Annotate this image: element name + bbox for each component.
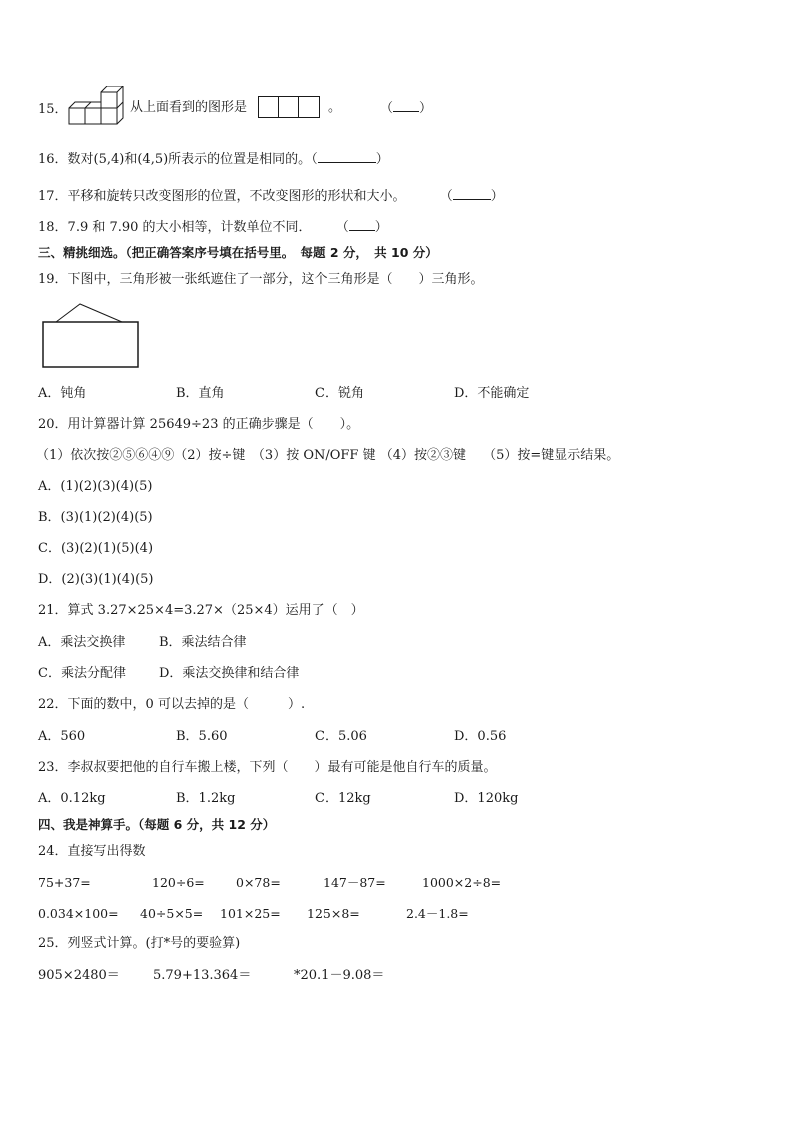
answer-blank-17[interactable]: （ ）: [439, 189, 504, 204]
question-20-text: 20．用计算器计算 25649÷23 的正确步骤是（ ）。: [38, 417, 360, 432]
question-18: [38, 218, 388, 237]
q22-option-d[interactable]: D．0.56: [454, 729, 507, 744]
q24-expression: 0.034×100=: [38, 906, 119, 921]
q23-option-b[interactable]: B．1.2kg: [176, 791, 236, 806]
answer-blank-15[interactable]: （ ）: [380, 101, 433, 116]
q19-option-b[interactable]: B．直角: [176, 386, 225, 401]
q21-option-b[interactable]: B．乘法结合律: [159, 635, 247, 650]
q24-expression: 40÷5×5=: [140, 906, 204, 921]
question-16: [38, 150, 389, 169]
question-23-text: 23．李叔叔要把他的自行车搬上楼，下列（ ）最有可能是他自行车的质量。: [38, 760, 497, 775]
q21-option-a[interactable]: A．乘法交换律: [38, 635, 126, 650]
q20-option-b[interactable]: B．(3)(1)(2)(4)(5): [38, 510, 153, 525]
q23-option-a[interactable]: A．0.12kg: [38, 791, 106, 806]
q22-option-a[interactable]: A．560: [38, 729, 86, 744]
q24-expression: 120÷6=: [152, 875, 205, 890]
question-15-number: 15．: [38, 102, 68, 117]
question-24-text: 24．直接写出得数: [38, 844, 146, 859]
q20-option-a[interactable]: A．(1)(2)(3)(4)(5): [38, 479, 153, 494]
q24-expression: 0×78=: [236, 875, 281, 890]
question-17-text: 17．平移和旋转只改变图形的位置，不改变图形的形状和大小。: [38, 189, 406, 204]
question-19-text: 19．下图中，三角形被一张纸遮住了一部分，这个三角形是（ ）三角形。: [38, 272, 484, 287]
q23-option-c[interactable]: C．12kg: [315, 791, 371, 806]
question-25-text: 25．列竖式计算。(打*号的要验算): [38, 936, 241, 951]
q23-option-d[interactable]: D．120kg: [454, 791, 519, 806]
q25-expression: 5.79+13.364＝: [153, 968, 252, 983]
question-15-end: 。: [328, 100, 342, 115]
q22-option-c[interactable]: C．5.06: [315, 729, 367, 744]
q24-expression: 125×8=: [307, 906, 360, 921]
q24-expression: 147－87=: [323, 875, 386, 890]
q19-option-d[interactable]: D．不能确定: [454, 386, 530, 401]
cube-stack-figure: [68, 86, 132, 126]
answer-blank-18[interactable]: （ ）: [335, 220, 388, 235]
q19-option-a[interactable]: A．钝角: [38, 386, 87, 401]
q21-option-c[interactable]: C．乘法分配律: [38, 666, 126, 681]
question-15-text: 从上面看到的图形是: [130, 100, 248, 115]
q19-option-c[interactable]: C．锐角: [315, 386, 364, 401]
q22-option-b[interactable]: B．5.60: [176, 729, 228, 744]
q21-option-d[interactable]: D．乘法交换律和结合律: [159, 666, 300, 681]
q25-expression: 905×2480＝: [38, 968, 120, 983]
q24-expression: 2.4－1.8=: [406, 906, 469, 921]
q20-option-d[interactable]: D．(2)(3)(1)(4)(5): [38, 572, 154, 587]
q24-expression: 101×25=: [220, 906, 281, 921]
question-22-text: 22．下面的数中，0 可以去掉的是（ ）.: [38, 697, 306, 712]
q25-expression: *20.1－9.08＝: [294, 968, 385, 983]
section-3-heading: 三、精挑细选。（把正确答案序号填在括号里。 每题 2 分， 共 10 分）: [38, 245, 438, 260]
question-16-text: 16．数对(5,4)和(4,5)所表示的位置是相同的。: [38, 152, 312, 167]
answer-blank-16[interactable]: （ ）: [311, 152, 389, 167]
question-17: [38, 187, 504, 206]
question-21-text: 21．算式 3.27×25×4=3.27×（25×4）运用了（ ）: [38, 603, 364, 618]
answer-shape-boxes: [258, 96, 320, 118]
section-4-heading: 四、我是神算手。（每题 6 分，共 12 分）: [38, 817, 276, 832]
question-20-steps: （1）依次按②⑤⑥④⑨（2）按÷键 （3）按 ON/OFF 键 （4）按②③键 （5）按=键显示结果。: [36, 448, 620, 463]
q20-option-c[interactable]: C．(3)(2)(1)(5)(4): [38, 541, 154, 556]
q24-expression: 1000×2÷8=: [422, 875, 502, 890]
question-18-text: 18．7.9 和 7.90 的大小相等，计数单位不同．: [38, 220, 312, 235]
q24-expression: 75+37=: [38, 875, 91, 890]
covered-triangle-figure: [42, 302, 142, 368]
